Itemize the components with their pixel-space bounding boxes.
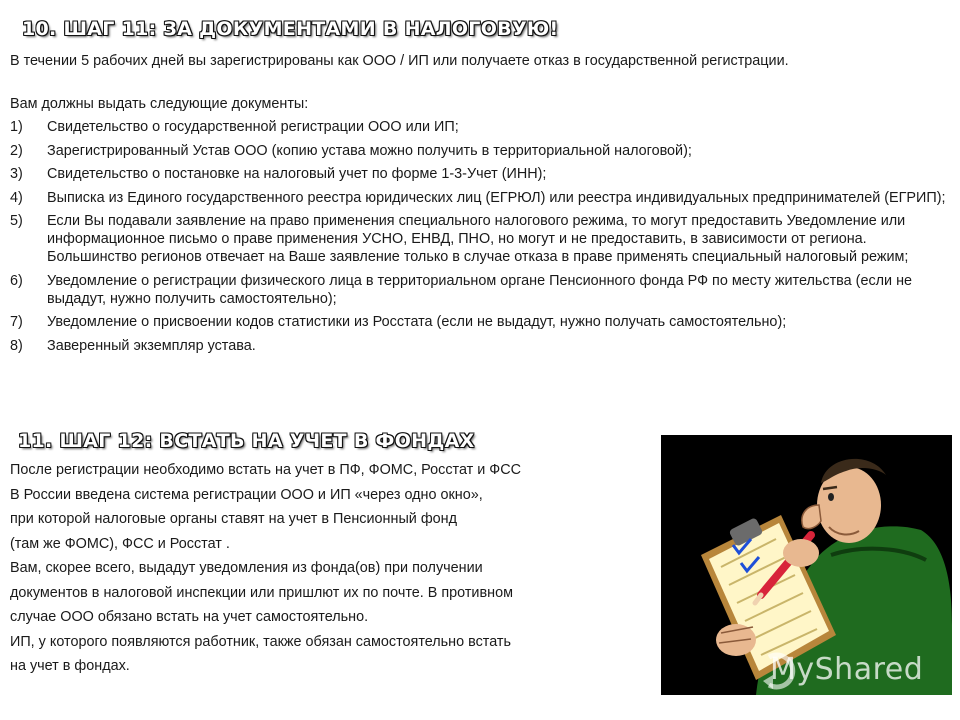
documents-lead: Вам должны выдать следующие документы: (10, 96, 309, 112)
list-item-text: Свидетельство о постановке на налоговый учет по форме 1-3-Учет (ИНН); (47, 166, 547, 182)
list-item (10, 118, 948, 136)
list-item-text: Зарегистрированный Устав ООО (копию устава можно получить в территориальной налоговой); (47, 142, 692, 159)
list-item-number: 6) (10, 272, 23, 289)
list-item (10, 313, 948, 331)
documents-list (10, 118, 948, 360)
section-10-title: 10. ШАГ 11: ЗА ДОКУМЕНТАМИ В НАЛОГОВУЮ! (22, 18, 559, 40)
list-item-number: 7) (10, 314, 23, 330)
body-line: ИП, у которого появляются работник, также обязан самостоятельно встать (10, 633, 512, 650)
list-item (10, 337, 948, 355)
body-line: документов в налоговой инспекции или пришлют их по почте. В противном (10, 584, 513, 601)
list-item-text: Выписка из Единого государственного реестра юридических лиц (ЕГРЮЛ) или реестра индивидуальных предпринимателей (ЕГРИП); (47, 189, 946, 206)
list-item (10, 272, 948, 308)
list-item (10, 165, 948, 183)
list-item-text: Уведомление о регистрации физического лица в территориальном органе Пенсионного фонда РФ по месту жительства (если не выдадут, нужно получить самостоятельно); (47, 272, 913, 307)
body-line: (там же ФОМС), ФСС и Росстат . (10, 535, 230, 552)
body-line: Вам, скорее всего, выдадут уведомления из фонда(ов) при получении (10, 560, 483, 576)
list-item (10, 142, 948, 160)
section-11-title: 11. ШАГ 12: ВСТАТЬ НА УЧЕТ В ФОНДАХ (18, 430, 475, 452)
list-item-text: Если Вы подавали заявление на право применения специального налогового режима, то могут предоставить Уведомление или информационное письмо о праве применения УСНО, ЕНВД, ПНО, но могут и не предоставить, в зависимости от региона. Большинство регионов отвечает на Ваше заявление только в случае отказа в праве применять специальный налоговый режим; (47, 213, 909, 265)
list-item-number: 4) (10, 189, 23, 206)
body-line: В России введена система регистрации ООО и ИП «через одно окно», (10, 486, 483, 503)
list-item-text: Уведомление о присвоении кодов статистики из Росстата (если не выдадут, нужно получать самостоятельно); (47, 314, 787, 330)
list-item-number: 5) (10, 213, 23, 229)
list-item-text: Заверенный экземпляр устава. (47, 337, 256, 354)
section-11-body (10, 458, 521, 679)
list-item-number: 3) (10, 166, 23, 182)
body-line: на учет в фондах. (10, 658, 130, 674)
list-item-number: 2) (10, 142, 23, 159)
section-10-intro: В течении 5 рабочих дней вы зарегистрированы как ООО / ИП или получаете отказ в государственной регистрации. (10, 53, 789, 69)
watermark: MyShared (770, 652, 924, 687)
body-line: при которой налоговые органы ставят на учет в Пенсионный фонд (10, 511, 458, 527)
list-item (10, 212, 948, 266)
body-line: После регистрации необходимо встать на учет в ПФ, ФОМС, Росстат и ФСС (10, 462, 522, 478)
list-item-text: Свидетельство о государственной регистрации ООО или ИП; (47, 119, 459, 135)
body-line: случае ООО обязано встать на учет самостоятельно. (10, 609, 369, 625)
list-item-number: 1) (10, 119, 23, 135)
list-item-number: 8) (10, 337, 23, 354)
list-item (10, 189, 948, 207)
